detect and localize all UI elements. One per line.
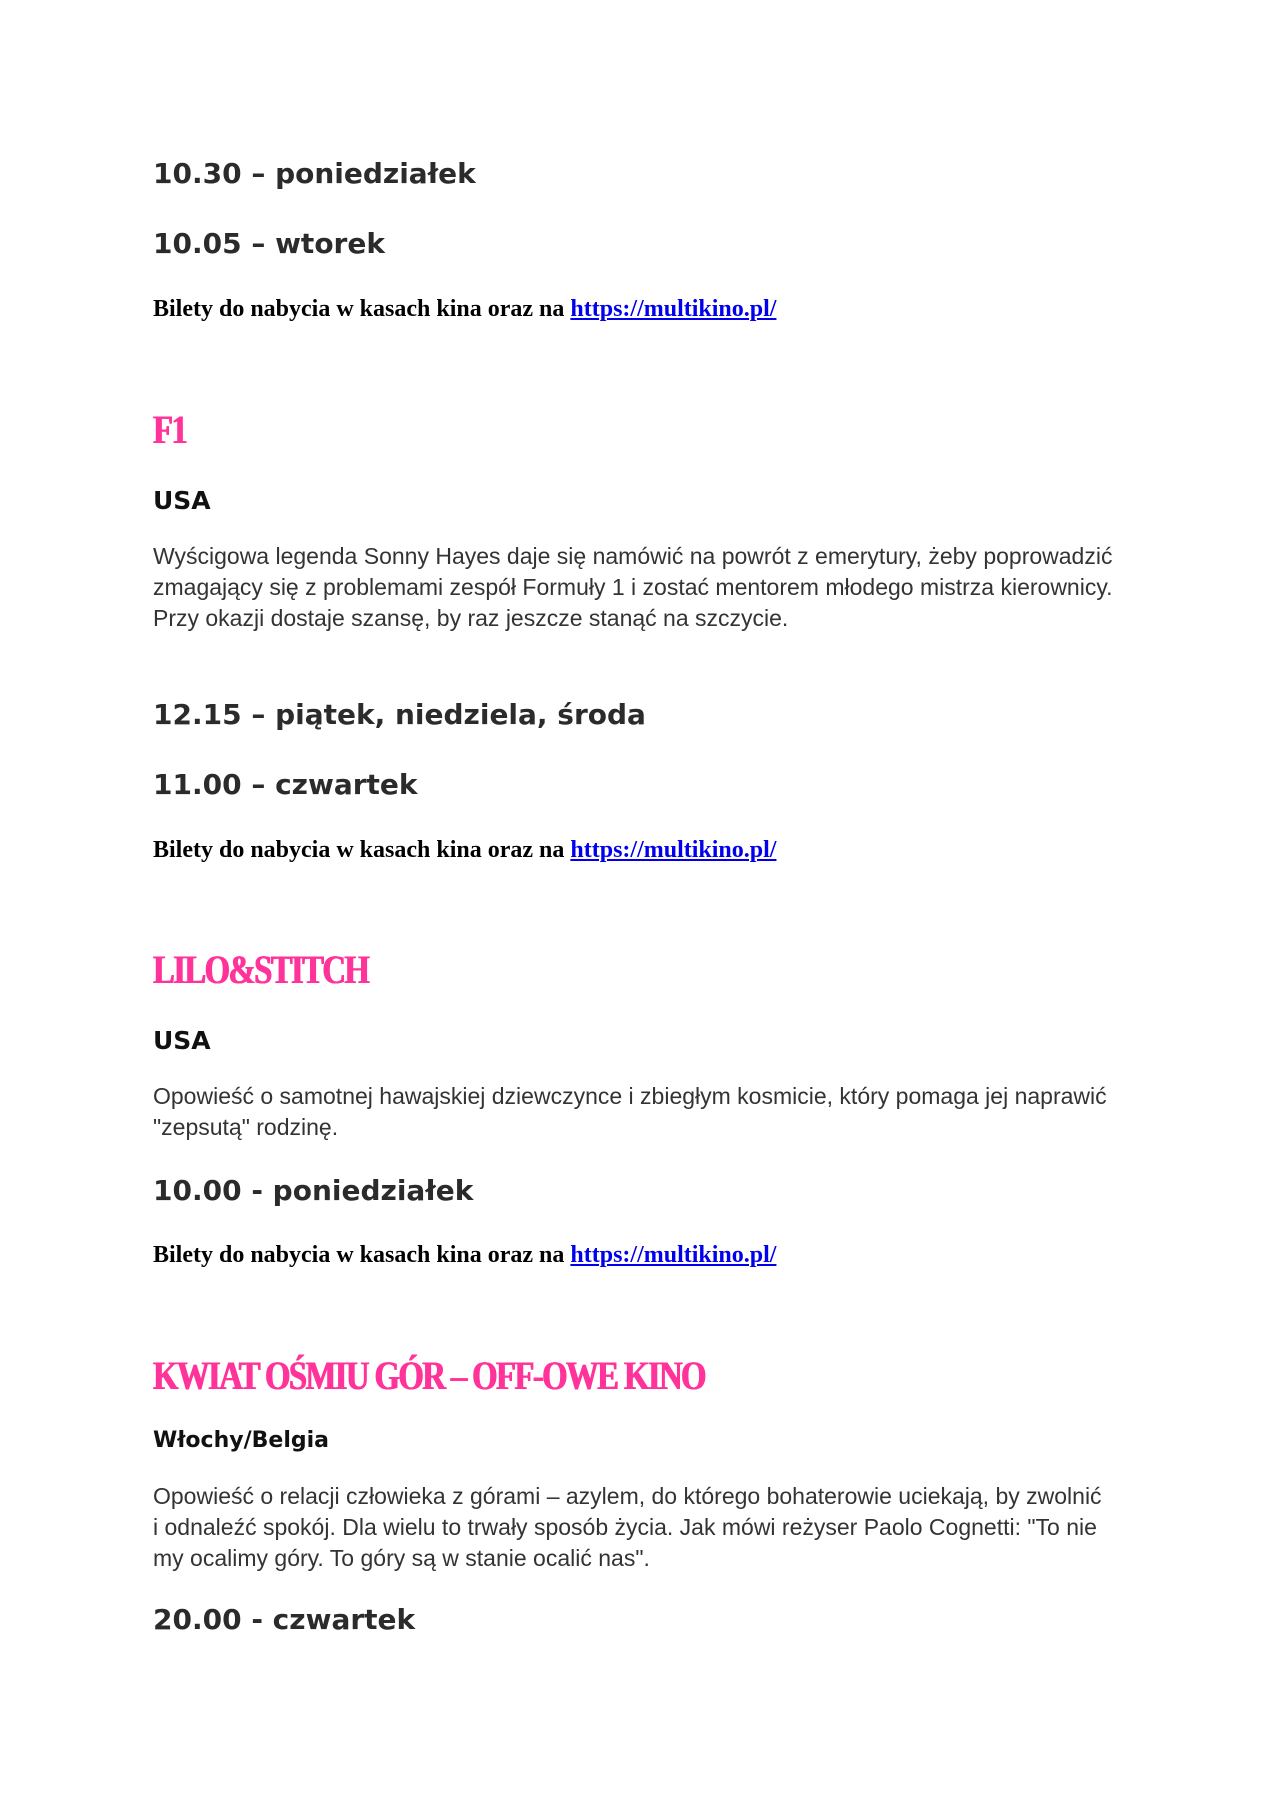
tickets-text: Bilety do nabycia w kasach kina oraz na <box>153 1242 571 1268</box>
tickets-info <box>153 838 776 862</box>
tickets-info <box>153 297 776 321</box>
movie-country: USA <box>153 486 211 515</box>
movie-description: Opowieść o samotnej hawajskiej dziewczynce i zbiegłym kosmicie, który pomaga jej naprawić "zepsutą" rodzinę. <box>153 1083 1107 1140</box>
tickets-text: Bilety do nabycia w kasach kina oraz na <box>153 296 571 322</box>
movie-country: Włochy/Belgia <box>153 1428 329 1453</box>
multikino-link[interactable]: https://multikino.pl/ <box>570 296 777 322</box>
movie-title-f1: F1 <box>153 407 187 452</box>
movie-title-lilo-stitch: LILO&STITCH <box>153 947 369 992</box>
movie-country: USA <box>153 1026 211 1055</box>
showtime: 10.05 – wtorek <box>153 227 385 260</box>
movie-description: Opowieść o relacji człowieka z górami – azylem, do którego bohaterowie uciekają, by zwolnić i odnaleźć spokój. Dla wielu to trwały sposób życia. Jak mówi reżyser Paolo Cognetti: "To nie my ocalimy góry. To góry są w stanie ocalić nas". <box>153 1483 1102 1571</box>
movie-description: Wyścigowa legenda Sonny Hayes daje się namówić na powrót z emerytury, żeby poprowadzić zmagający się z problemami zespół Formuły 1 i zostać mentorem młodego mistrza kierownicy. Przy okazji dostaje szansę, by raz jeszcze stanąć na szczycie. <box>153 543 1113 631</box>
showtime: 20.00 - czwartek <box>153 1603 416 1636</box>
tickets-text: Bilety do nabycia w kasach kina oraz na <box>153 837 571 863</box>
showtime: 10.00 - poniedziałek <box>153 1174 474 1207</box>
showtime: 11.00 – czwartek <box>153 768 418 801</box>
multikino-link[interactable]: https://multikino.pl/ <box>570 1242 777 1268</box>
showtime: 10.30 – poniedziałek <box>153 157 476 190</box>
movie-title-kwiat-osmiu-gor: KWIAT OŚMIU GÓR – OFF-OWE KINO <box>153 1353 705 1398</box>
tickets-info <box>153 1243 776 1267</box>
showtime: 12.15 – piątek, niedziela, środa <box>153 698 646 731</box>
multikino-link[interactable]: https://multikino.pl/ <box>570 837 777 863</box>
